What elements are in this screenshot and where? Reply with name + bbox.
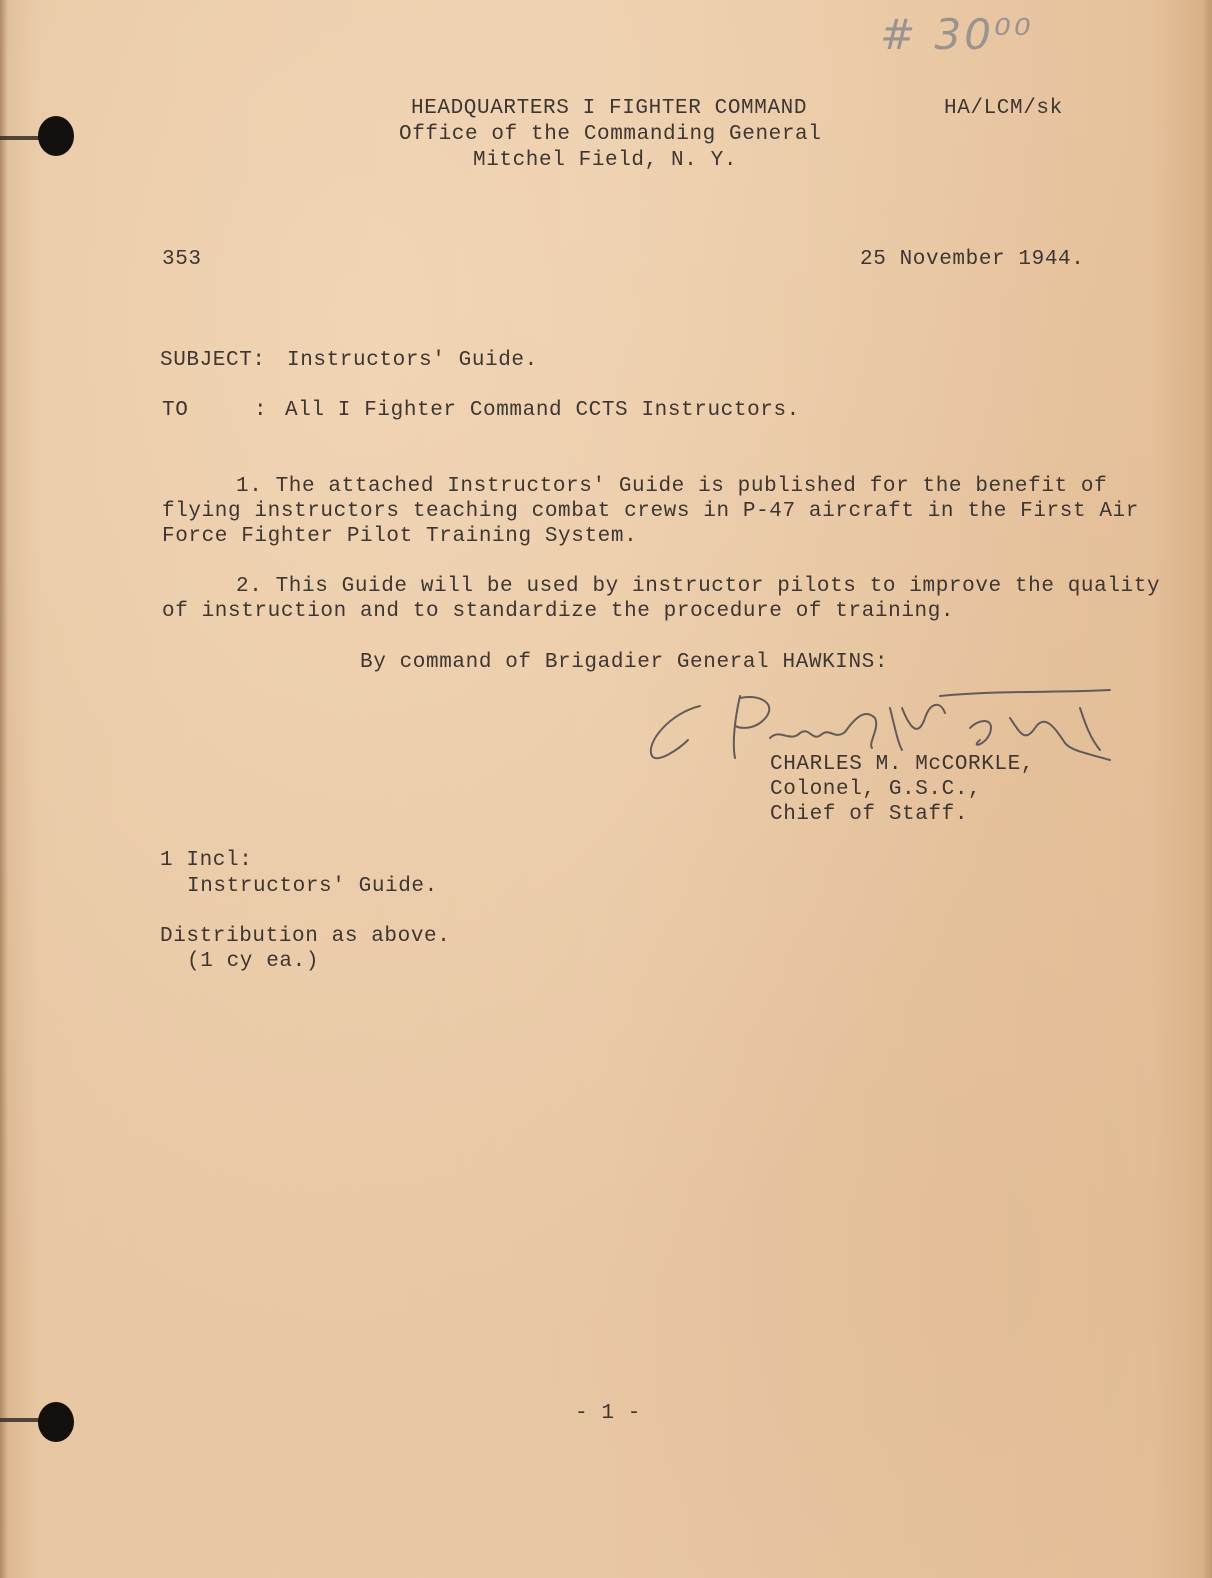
- header-location: Mitchel Field, N. Y.: [473, 149, 738, 172]
- signatory-rank: Colonel, G.S.C.,: [770, 778, 982, 801]
- pencil-price-note: # 30⁰⁰: [880, 10, 1034, 59]
- distribution-line: Distribution as above.: [160, 925, 451, 948]
- inclosure-item: Instructors' Guide.: [187, 875, 438, 898]
- paragraph-1-line-1: 1. The attached Instructors' Guide is published for the benefit of: [236, 475, 1108, 498]
- paragraph-1-line-2: flying instructors teaching combat crews in P-47 aircraft in the First Air: [162, 500, 1139, 523]
- page-number: - 1 -: [575, 1402, 642, 1425]
- distribution-copies: (1 cy ea.): [187, 950, 320, 973]
- reference-initials: HA/LCM/sk: [944, 97, 1063, 120]
- signatory-name: CHARLES M. McCORKLE,: [770, 753, 1035, 776]
- inclosure-label: 1 Incl:: [160, 849, 253, 872]
- paragraph-2-line-1: 2. This Guide will be used by instructor pilots to improve the quality: [236, 575, 1161, 598]
- header-command-name: HEADQUARTERS I FIGHTER COMMAND: [411, 97, 808, 120]
- subject-value: Instructors' Guide.: [287, 349, 538, 372]
- punch-hole-bottom: [38, 1402, 74, 1442]
- file-number: 353: [162, 248, 202, 271]
- header-office: Office of the Commanding General: [399, 123, 822, 146]
- to-label: TO: [162, 399, 189, 422]
- to-value: All I Fighter Command CCTS Instructors.: [285, 399, 800, 422]
- to-colon: :: [254, 399, 268, 422]
- page-right-edge-shadow: [1202, 0, 1212, 1578]
- page-left-edge-shadow: [0, 0, 8, 1578]
- letter-date: 25 November 1944.: [860, 248, 1085, 271]
- paragraph-1-line-3: Force Fighter Pilot Training System.: [162, 525, 638, 548]
- signatory-title: Chief of Staff.: [770, 803, 969, 826]
- paragraph-2-line-2: of instruction and to standardize the procedure of training.: [162, 600, 955, 623]
- punch-hole-top: [38, 116, 74, 156]
- subject-label: SUBJECT:: [160, 349, 266, 372]
- by-command-line: By command of Brigadier General HAWKINS:: [360, 651, 889, 674]
